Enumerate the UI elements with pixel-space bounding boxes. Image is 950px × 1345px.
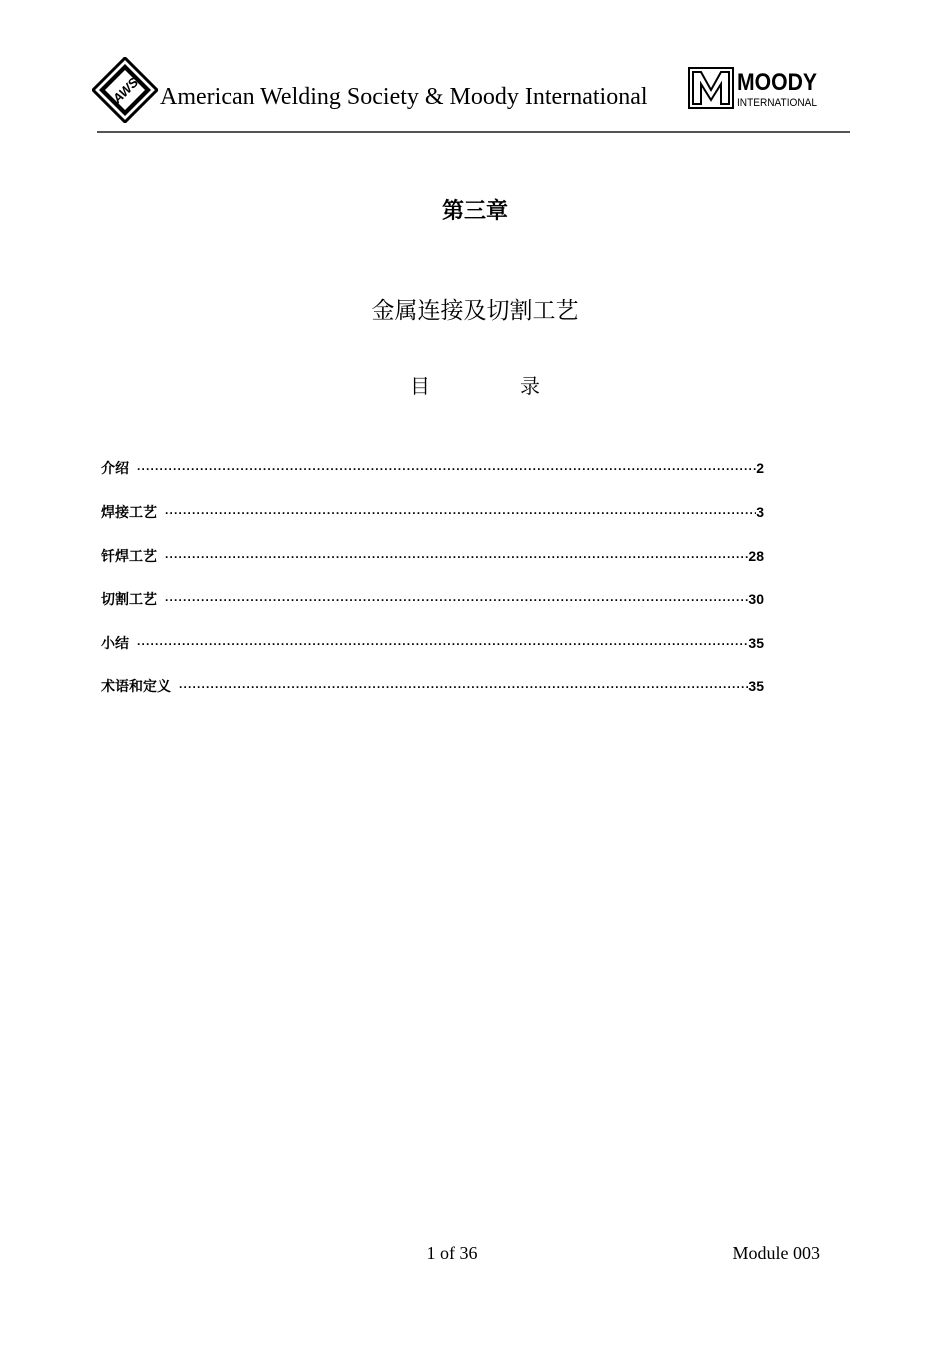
- toc-entry-label: 介绍: [101, 461, 129, 477]
- aws-logo: [92, 57, 158, 123]
- toc-entry-label: 切割工艺: [101, 592, 157, 608]
- footer-module: Module 003: [732, 1243, 820, 1263]
- toc-entry-label: 术语和定义: [101, 679, 171, 695]
- svg-text:MOODY: MOODY: [737, 69, 817, 96]
- toc-entry[interactable]: [101, 589, 764, 609]
- footer-page-number: 1 of 36: [426, 1243, 478, 1263]
- toc-entry-label: 钎焊工艺: [101, 549, 157, 565]
- toc-leader-dots: [179, 680, 748, 694]
- toc-entry-label: 焊接工艺: [101, 505, 157, 521]
- toc-entry-page: 35: [748, 635, 764, 651]
- header-title: American Welding Society & Moody International: [160, 84, 648, 110]
- header-divider: [97, 131, 850, 133]
- toc-leader-dots: [165, 593, 748, 607]
- toc-leader-dots: [165, 506, 756, 520]
- toc-entry-page: 35: [748, 678, 764, 694]
- toc-leader-dots: [137, 462, 756, 476]
- toc-heading-part1: 目: [410, 374, 430, 398]
- svg-text:INTERNATIONAL: INTERNATIONAL: [737, 97, 817, 109]
- toc-entry-page: 30: [748, 591, 764, 607]
- document-subject: 金属连接及切割工艺: [371, 298, 579, 324]
- toc-entry[interactable]: [101, 546, 764, 566]
- toc-leader-dots: [137, 637, 748, 651]
- toc-entry[interactable]: [101, 502, 764, 522]
- svg-text:AWS: AWS: [109, 74, 142, 107]
- chapter-title: 第三章: [441, 199, 508, 224]
- toc-entry[interactable]: [101, 633, 764, 653]
- toc-entry[interactable]: [101, 676, 764, 696]
- toc-entry-page: 2: [756, 460, 764, 476]
- toc-entry-label: 小结: [101, 636, 129, 652]
- toc-entry-page: 28: [748, 548, 764, 564]
- toc-leader-dots: [165, 550, 748, 564]
- toc-heading-part2: 录: [520, 374, 540, 398]
- moody-logo: [688, 66, 820, 110]
- toc-entry[interactable]: [101, 458, 764, 478]
- toc-entry-page: 3: [756, 504, 764, 520]
